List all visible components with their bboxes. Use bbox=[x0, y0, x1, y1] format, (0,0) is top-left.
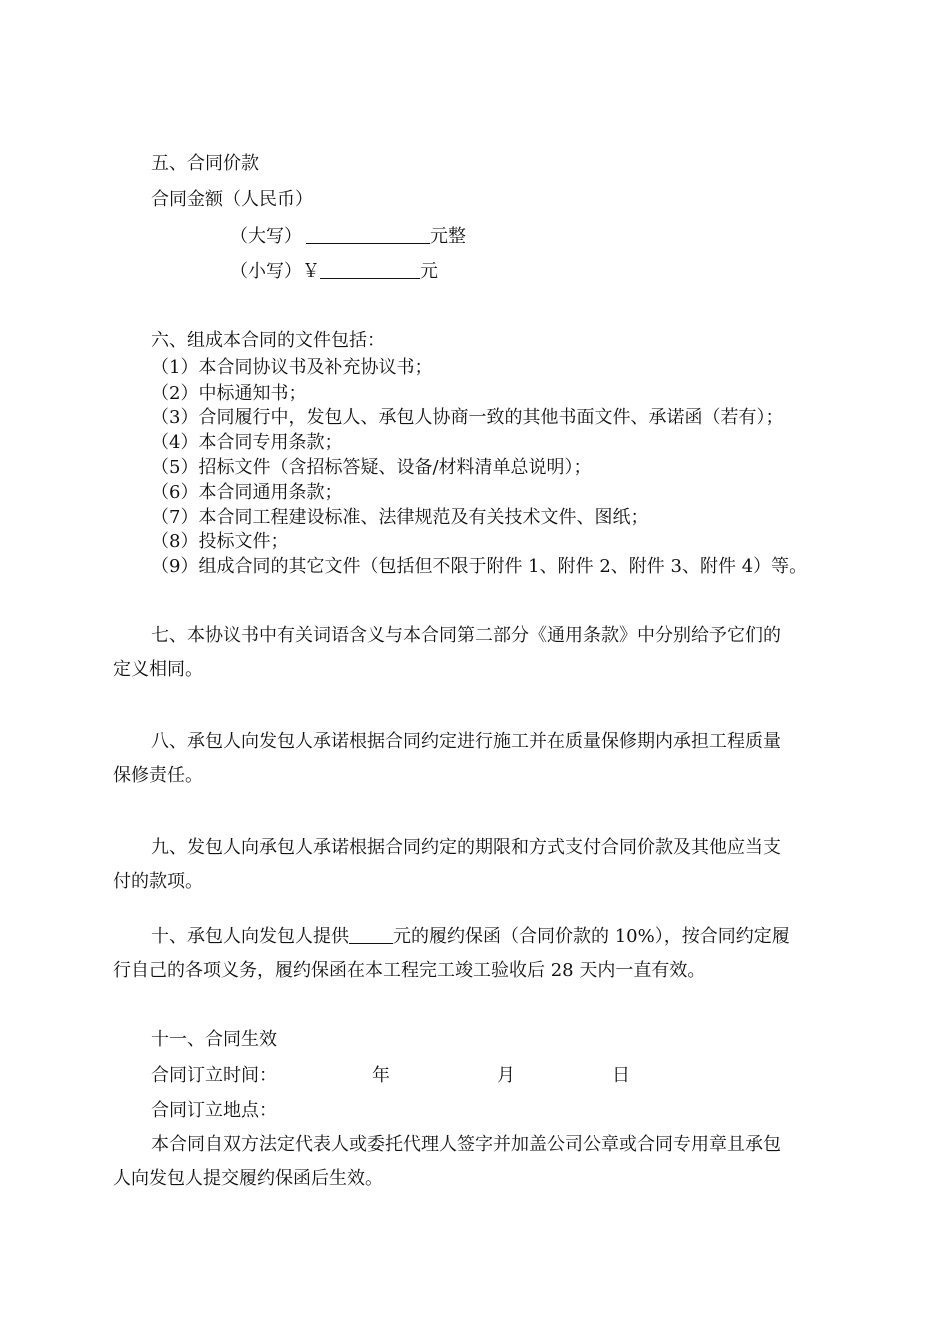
document-list-item: （6）本合同通用条款； bbox=[151, 482, 343, 503]
document-list-item: （4）本合同专用条款； bbox=[151, 432, 343, 453]
section8-line2: 保修责任。 bbox=[113, 765, 203, 786]
month-label: 月 bbox=[497, 1065, 515, 1086]
capital-amount-label: （大写） bbox=[230, 226, 302, 247]
section6-heading: 六、组成本合同的文件包括： bbox=[151, 330, 385, 351]
signing-time-label: 合同订立时间： bbox=[151, 1065, 277, 1086]
contract-amount-label: 合同金额（人民币） bbox=[151, 189, 313, 210]
numeric-amount-suffix: 元 bbox=[420, 261, 438, 282]
section10-line1-start: 十、承包人向发包人提供 bbox=[151, 926, 349, 947]
section11-heading: 十一、合同生效 bbox=[151, 1029, 277, 1050]
effectiveness-line2: 人向发包人提交履约保函后生效。 bbox=[113, 1168, 383, 1189]
section10-line2: 行自己的各项义务，履约保函在本工程完工竣工验收后 28 天内一直有效。 bbox=[113, 960, 706, 981]
section9-line2: 付的款项。 bbox=[113, 871, 203, 892]
document-list-item: （2）中标通知书； bbox=[151, 383, 307, 404]
year-label: 年 bbox=[372, 1065, 390, 1086]
document-list-item: （5）招标文件（含招标答疑、设备/材料清单总说明）； bbox=[151, 457, 592, 478]
numeric-amount-blank bbox=[320, 260, 420, 279]
day-label: 日 bbox=[612, 1065, 630, 1086]
section7-line2: 定义相同。 bbox=[113, 659, 203, 680]
document-list-item: （1）本合同协议书及补充协议书； bbox=[151, 357, 433, 378]
document-list-item: （8）投标文件； bbox=[151, 531, 289, 552]
section5-heading: 五、合同价款 bbox=[151, 153, 259, 174]
capital-amount-blank bbox=[306, 225, 430, 244]
section10-line1 bbox=[151, 925, 790, 948]
document-list-item: （7）本合同工程建设标准、法律规范及有关技术文件、图纸； bbox=[151, 507, 649, 528]
effectiveness-line1: 本合同自双方法定代表人或委托代理人签字并加盖公司公章或合同专用章且承包 bbox=[151, 1134, 781, 1155]
signing-place-label: 合同订立地点： bbox=[151, 1100, 277, 1121]
capital-amount-suffix: 元整 bbox=[430, 226, 466, 247]
section7-line1: 七、本协议书中有关词语含义与本合同第二部分《通用条款》中分别给予它们的 bbox=[151, 625, 781, 646]
section9-line1: 九、发包人向承包人承诺根据合同约定的期限和方式支付合同价款及其他应当支 bbox=[151, 837, 781, 858]
capital-amount-line bbox=[230, 225, 466, 248]
section8-line1: 八、承包人向发包人承诺根据合同约定进行施工并在质量保修期内承担工程质量 bbox=[151, 731, 781, 752]
numeric-amount-label: （小写）￥ bbox=[230, 261, 320, 282]
document-list-item: （9）组成合同的其它文件（包括但不限于附件 1、附件 2、附件 3、附件 4）等。 bbox=[151, 556, 808, 577]
section10-line1-end: 元的履约保函（合同价款的 10%），按合同约定履 bbox=[393, 926, 790, 947]
performance-bond-amount-blank bbox=[349, 925, 393, 944]
document-list-item: （3）合同履行中，发包人、承包人协商一致的其他书面文件、承诺函（若有）； bbox=[151, 407, 784, 428]
numeric-amount-line bbox=[230, 260, 438, 283]
